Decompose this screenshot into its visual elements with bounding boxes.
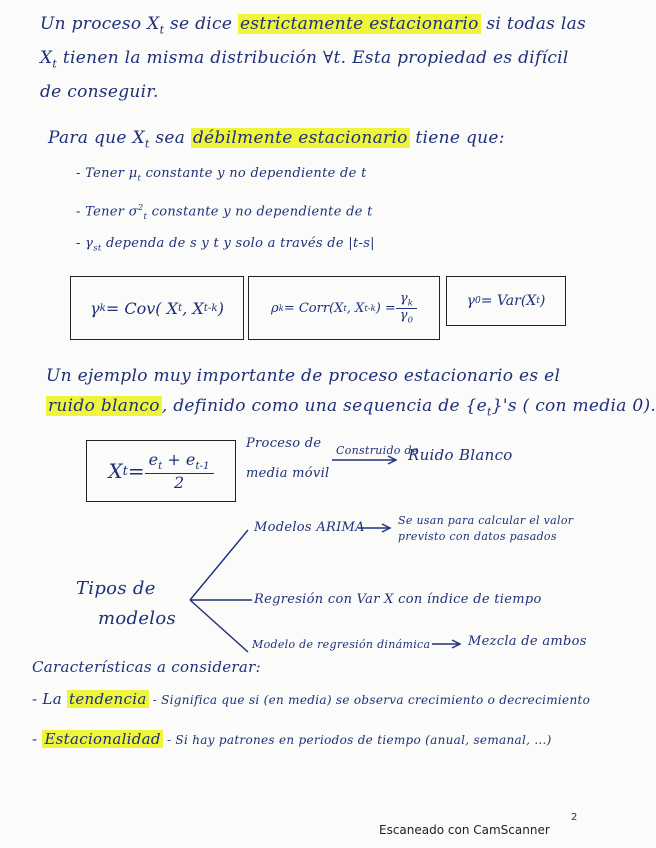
white-noise-target: Ruido Blanco [408,446,513,464]
page-number: 2 [571,812,578,823]
camscanner-watermark: Escaneado con CamScanner [379,823,550,837]
weak-heading: Para que $X_t$ sea débilmente estacionario tiene que: [48,128,505,151]
arima-note-2: previsto con datos pasados [398,530,557,543]
arima-note-1: Se usan para calcular el valor [398,514,574,527]
formula-box-autocovariance: γ k = Cov( X t , X t-k ) [70,276,244,340]
models-branch-lines [186,524,254,658]
highlight-ruido-blanco: ruido blanco [48,396,160,416]
intro-line-3: de conseguir. [40,82,159,102]
rho-fraction: $\frac{\gamma_k}{\gamma_0}$ [396,292,417,325]
formula-box-variance: γ 0 = Var(X t ) [446,276,566,326]
dynamic-arrow-icon [430,638,466,650]
model-dynamic-regression: Modelo de regresión dinámica [252,638,431,651]
intro-line-1: Un proceso $X_t$ se dice estrictamente estacionario si todas las [40,14,587,37]
feature-seasonality: - Estacionalidad - Si hay patrones en periodos de tiempo (anual, semanal, ...) [32,730,552,748]
moving-average-fraction: $\frac{e_t + e_{t-1}}{2}$ [145,451,214,491]
highlight-debilmente: débilmente estacionario [192,128,408,148]
constructed-arrow-icon [330,454,402,466]
arima-arrow-icon [356,522,396,534]
constructed-from-label: Construido de [336,444,419,457]
weak-bullet-mean: - Tener $\mu_t$ constante y no dependiente de t [76,166,367,183]
model-arima: Modelos ARIMA [254,520,365,535]
model-regression: Regresión con Var X con índice de tiempo [254,592,542,607]
example-line-2: ruido blanco , definido como una sequencia de $\{e_t\}'s$ ( con media 0). [48,396,656,419]
models-title-1: Tipos de [76,578,156,599]
dynamic-note: Mezcla de ambos [468,634,587,649]
intro-line-2: $X_t$ tienen la misma distribución ∀t. Esta propiedad es difícil [40,48,569,71]
formula-box-autocorrelation: ρ k = Corr(X t , X t-k ) = $\frac{\gamma_k}{\gamma_0}$ [248,276,440,340]
moving-average-formula-box: X t = $\frac{e_t + e_{t-1}}{2}$ [86,440,236,502]
models-title-2: modelos [98,608,177,629]
example-line-1: Un ejemplo muy importante de proceso estacionario es el [46,366,561,386]
weak-bullet-autocov: - $\gamma_{st}$ dependa de s y t y solo a través de |t-s| [76,236,375,253]
features-title: Características a considerar: [32,658,261,676]
highlight-tendencia: tendencia [69,690,147,708]
weak-bullet-variance: - Tener $\sigma^2_t$ constante y no dependiente de t [76,202,373,221]
feature-trend: - La tendencia - Significa que si (en media) se observa crecimiento o decrecimiento [32,690,591,708]
moving-average-label-1: Proceso de [246,436,322,451]
moving-average-label-2: media móvil [246,466,330,481]
highlight-estacionalidad: Estacionalidad [44,730,161,748]
highlight-estrictamente: estrictamente estacionario [239,14,479,34]
